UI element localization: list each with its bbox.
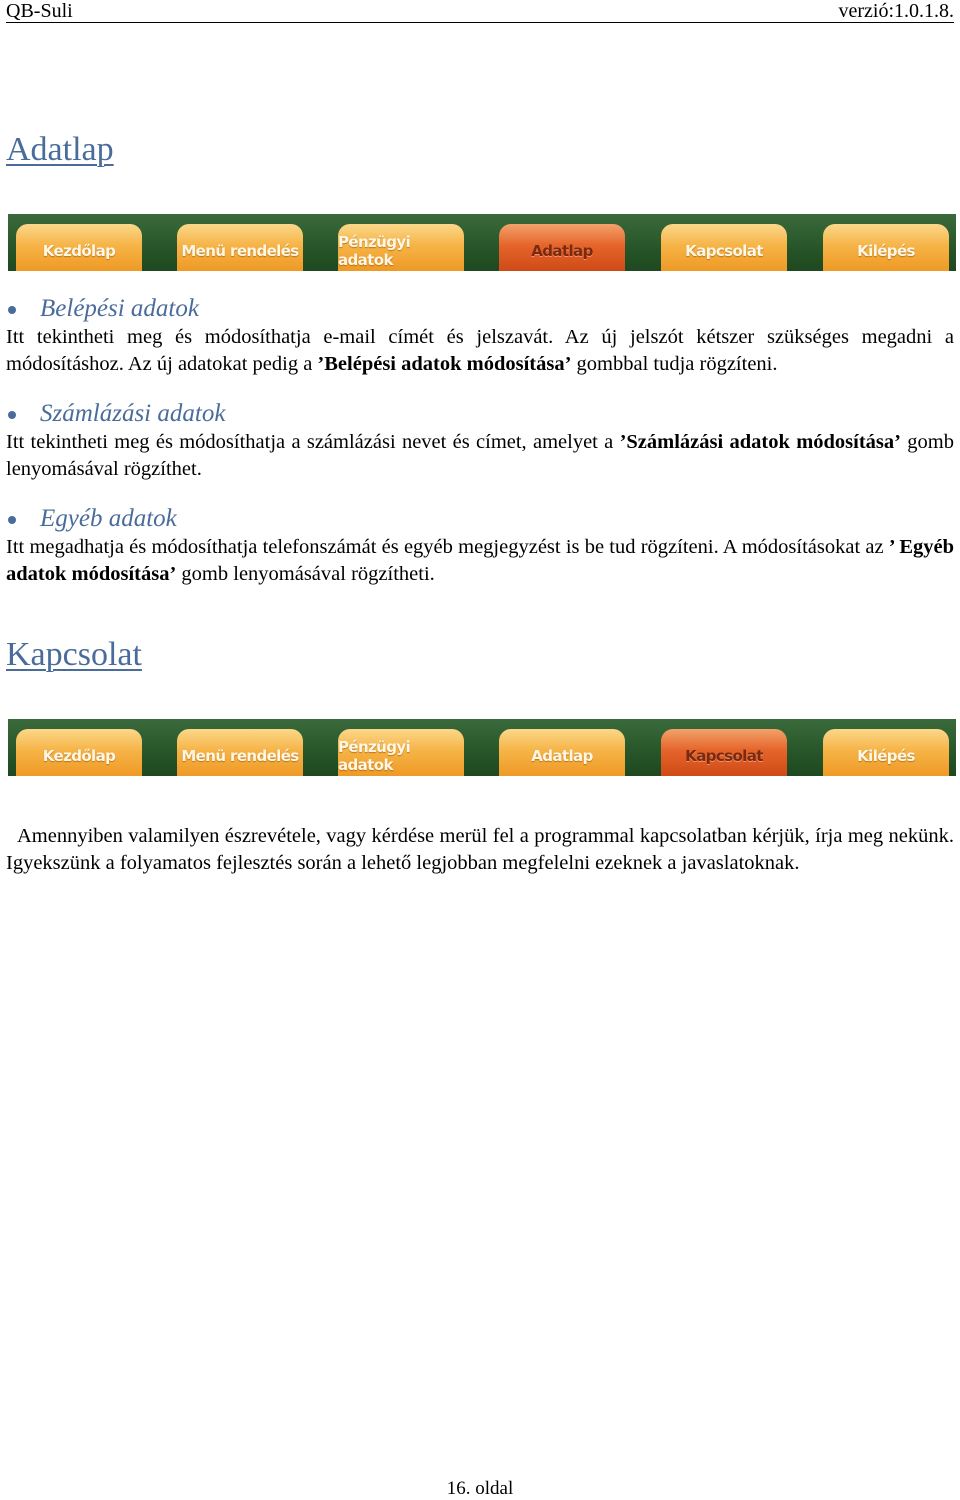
paragraph-egyeb-adatok: Itt megadhatja és módosíthatja telefonszámát és egyéb megjegyzést is be tud rögzíteni. A módosításokat az ’ Egyéb adatok módosítása’ gomb lenyomásával rögzítheti. [6, 536, 955, 585]
nav-item-kapcsolat-active: Kapcsolat [661, 729, 787, 776]
bullet-dot [8, 411, 16, 419]
nav-item-menu-rendeles: Menü rendelés [177, 224, 303, 271]
nav-item-menu-rendeles: Menü rendelés [177, 729, 303, 776]
section-title-kapcsolat: Kapcsolat [6, 636, 142, 673]
version-label: verzió:1.0.1.8. [838, 0, 954, 22]
nav-item-penzugyi-adatok: Pénzügyi adatok [338, 729, 464, 776]
nav-item-kezdolap: Kezdőlap [16, 729, 142, 776]
bullet-dot [8, 516, 16, 524]
nav-bar-screenshot-adatlap [8, 214, 956, 271]
nav-item-adatlap-active: Adatlap [499, 224, 625, 271]
paragraph-kapcsolat: Amennyiben valamilyen észrevétele, vagy kérdése merül fel a programmal kapcsolatban kérjük, írja meg nekünk. Igyekszünk a folyamatos fejlesztés során a lehető legjobban megfelelni ezeknek a javaslatoknak. [6, 825, 954, 874]
app-name: QB-Suli [6, 0, 73, 22]
bullet-dot [8, 306, 16, 314]
page-header [6, 0, 954, 23]
nav-item-adatlap: Adatlap [499, 729, 625, 776]
section-title-adatlap: Adatlap [6, 131, 114, 168]
paragraph-szamlazasi-adatok: Itt tekintheti meg és módosíthatja a számlázási nevet és címet, amelyet a ’Számlázási adatok módosítása’ gomb lenyomásával rögzíthet. [6, 431, 954, 480]
nav-item-kilepes: Kilépés [823, 224, 949, 271]
nav-bar-screenshot-kapcsolat [8, 719, 956, 776]
nav-item-kapcsolat: Kapcsolat [661, 224, 787, 271]
page-number: 16. oldal [446, 1478, 514, 1499]
nav-item-kezdolap: Kezdőlap [16, 224, 142, 271]
nav-item-penzugyi-adatok: Pénzügyi adatok [338, 224, 464, 271]
paragraph-belepesi-adatok: Itt tekintheti meg és módosíthatja e-mail címét és jelszavát. Az új jelszót kétszer szükséges megadni a módosításhoz. Az új adatokat pedig a ’Belépési adatok módosítása’ gombbal tudja rögzíteni. [6, 326, 954, 375]
nav-item-kilepes: Kilépés [823, 729, 949, 776]
